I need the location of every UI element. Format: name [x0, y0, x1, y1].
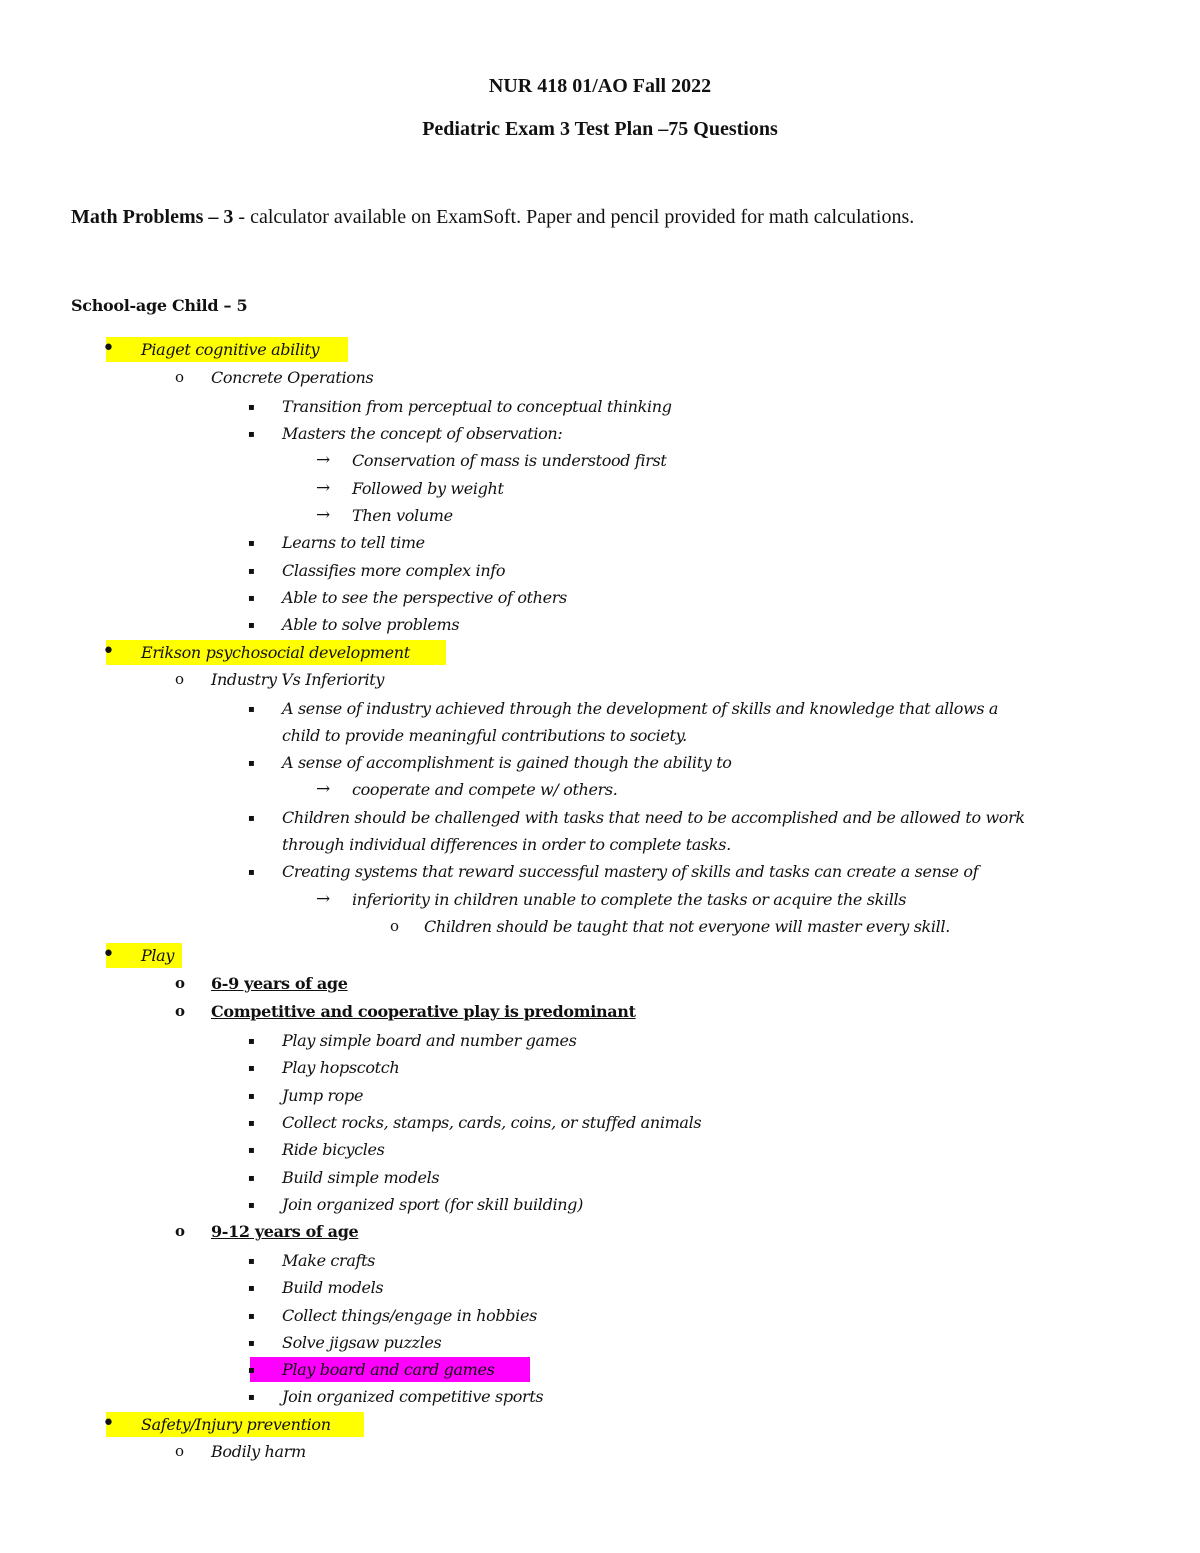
- circle-marker: o: [175, 368, 184, 386]
- outline-text: Children should be taught that not everyone will master every skill.: [424, 917, 950, 936]
- square-marker: ▪: [248, 758, 255, 769]
- square-marker: ▪: [248, 538, 255, 549]
- math-problems-label: Math Problems – 3: [71, 206, 234, 228]
- square-marker: ▪: [248, 704, 255, 715]
- outline-text: 6-9 years of age: [211, 974, 348, 993]
- outline-text: Children should be challenged with tasks that need to be accomplished and be allowed to work: [282, 808, 1025, 827]
- outline-text: through individual differences in order to complete tasks.: [282, 835, 731, 854]
- square-marker: ▪: [248, 593, 255, 604]
- outline-text: Ride bicycles: [282, 1140, 385, 1159]
- outline-text: Join organized competitive sports: [282, 1387, 544, 1406]
- square-marker: ▪: [248, 620, 255, 631]
- outline-text: Then volume: [352, 506, 453, 525]
- section-heading: School-age Child – 5: [71, 296, 248, 315]
- square-marker: ▪: [248, 1145, 255, 1156]
- outline-text: Join organized sport (for skill building): [282, 1195, 583, 1214]
- circle-marker: o: [175, 1442, 184, 1460]
- outline-text: Competitive and cooperative play is predominant: [211, 1002, 636, 1021]
- circle-marker: o: [175, 974, 185, 992]
- square-marker: ▪: [248, 566, 255, 577]
- outline-text: Conservation of mass is understood first: [352, 451, 667, 470]
- outline-text: A sense of industry achieved through the development of skills and knowledge that allows a: [282, 699, 999, 718]
- outline-text: Industry Vs Inferiority: [211, 670, 385, 689]
- outline-text: Masters the concept of observation:: [282, 424, 563, 443]
- arrow-marker: →: [316, 450, 330, 470]
- course-title: NUR 418 01/AO Fall 2022: [488, 75, 712, 97]
- outline-text: Make crafts: [282, 1251, 376, 1270]
- outline-text: Concrete Operations: [211, 368, 374, 387]
- outline-text: Play board and card games: [282, 1360, 495, 1379]
- outline-text: Able to solve problems: [282, 615, 460, 634]
- math-problems-note: - calculator available on ExamSoft. Paper and pencil provided for math calculations.: [233, 206, 915, 228]
- arrow-marker: →: [316, 779, 330, 799]
- outline-text: Piaget cognitive ability: [141, 340, 320, 359]
- outline-text: Play hopscotch: [282, 1058, 400, 1077]
- square-marker: ▪: [248, 1392, 255, 1403]
- square-marker: ▪: [248, 1311, 255, 1322]
- outline-text: inferiority in children unable to complete the tasks or acquire the skills: [352, 890, 907, 909]
- outline-text: Jump rope: [282, 1086, 364, 1105]
- circle-marker: o: [175, 1002, 185, 1020]
- outline-text: Bodily harm: [211, 1442, 306, 1461]
- square-marker: ▪: [248, 1173, 255, 1184]
- outline-text: A sense of accomplishment is gained though the ability to: [282, 753, 732, 772]
- outline-text: Build models: [282, 1278, 384, 1297]
- outline-text: 9-12 years of age: [211, 1222, 359, 1241]
- square-marker: ▪: [248, 1091, 255, 1102]
- arrow-marker: →: [316, 478, 330, 498]
- outline-text: Play: [141, 946, 175, 965]
- outline-text: Build simple models: [282, 1168, 440, 1187]
- outline-text: Able to see the perspective of others: [282, 588, 567, 607]
- outline-text: Followed by weight: [352, 479, 504, 498]
- outline-text: child to provide meaningful contributions to society.: [282, 726, 687, 745]
- circle-marker: o: [175, 670, 184, 688]
- outline-text: Learns to tell time: [282, 533, 425, 552]
- square-marker: ▪: [248, 1256, 255, 1267]
- exam-title: Pediatric Exam 3 Test Plan –75 Questions: [422, 118, 778, 140]
- outline-text: Classifies more complex info: [282, 561, 506, 580]
- outline-text: cooperate and compete w/ others.: [352, 780, 618, 799]
- square-marker: ▪: [248, 402, 255, 413]
- bullet-marker: •: [102, 942, 115, 967]
- circle-marker: o: [175, 1222, 185, 1240]
- bullet-marker: •: [102, 336, 115, 361]
- bullet-marker: •: [102, 1411, 115, 1436]
- math-problems-line: [71, 206, 914, 229]
- square-marker: ▪: [248, 1200, 255, 1211]
- bullet-marker: •: [102, 639, 115, 664]
- outline-text: Collect things/engage in hobbies: [282, 1306, 537, 1325]
- arrow-marker: →: [316, 889, 330, 909]
- square-marker: ▪: [248, 1063, 255, 1074]
- square-marker: ▪: [248, 1036, 255, 1047]
- square-marker: ▪: [248, 867, 255, 878]
- arrow-marker: →: [316, 505, 330, 525]
- square-marker: ▪: [248, 1365, 255, 1376]
- square-marker: ▪: [248, 429, 255, 440]
- outline-text: Erikson psychosocial development: [141, 643, 410, 662]
- outline-text: Transition from perceptual to conceptual thinking: [282, 397, 672, 416]
- square-marker: ▪: [248, 1338, 255, 1349]
- outline-text: Creating systems that reward successful mastery of skills and tasks can create a sense of: [282, 862, 979, 881]
- outline-text: Play simple board and number games: [282, 1031, 577, 1050]
- square-marker: ▪: [248, 1118, 255, 1129]
- square-marker: ▪: [248, 813, 255, 824]
- circle-marker: o: [390, 917, 399, 935]
- square-marker: ▪: [248, 1283, 255, 1294]
- outline-text: Collect rocks, stamps, cards, coins, or stuffed animals: [282, 1113, 702, 1132]
- outline-text: Solve jigsaw puzzles: [282, 1333, 442, 1352]
- outline-text: Safety/Injury prevention: [141, 1415, 331, 1434]
